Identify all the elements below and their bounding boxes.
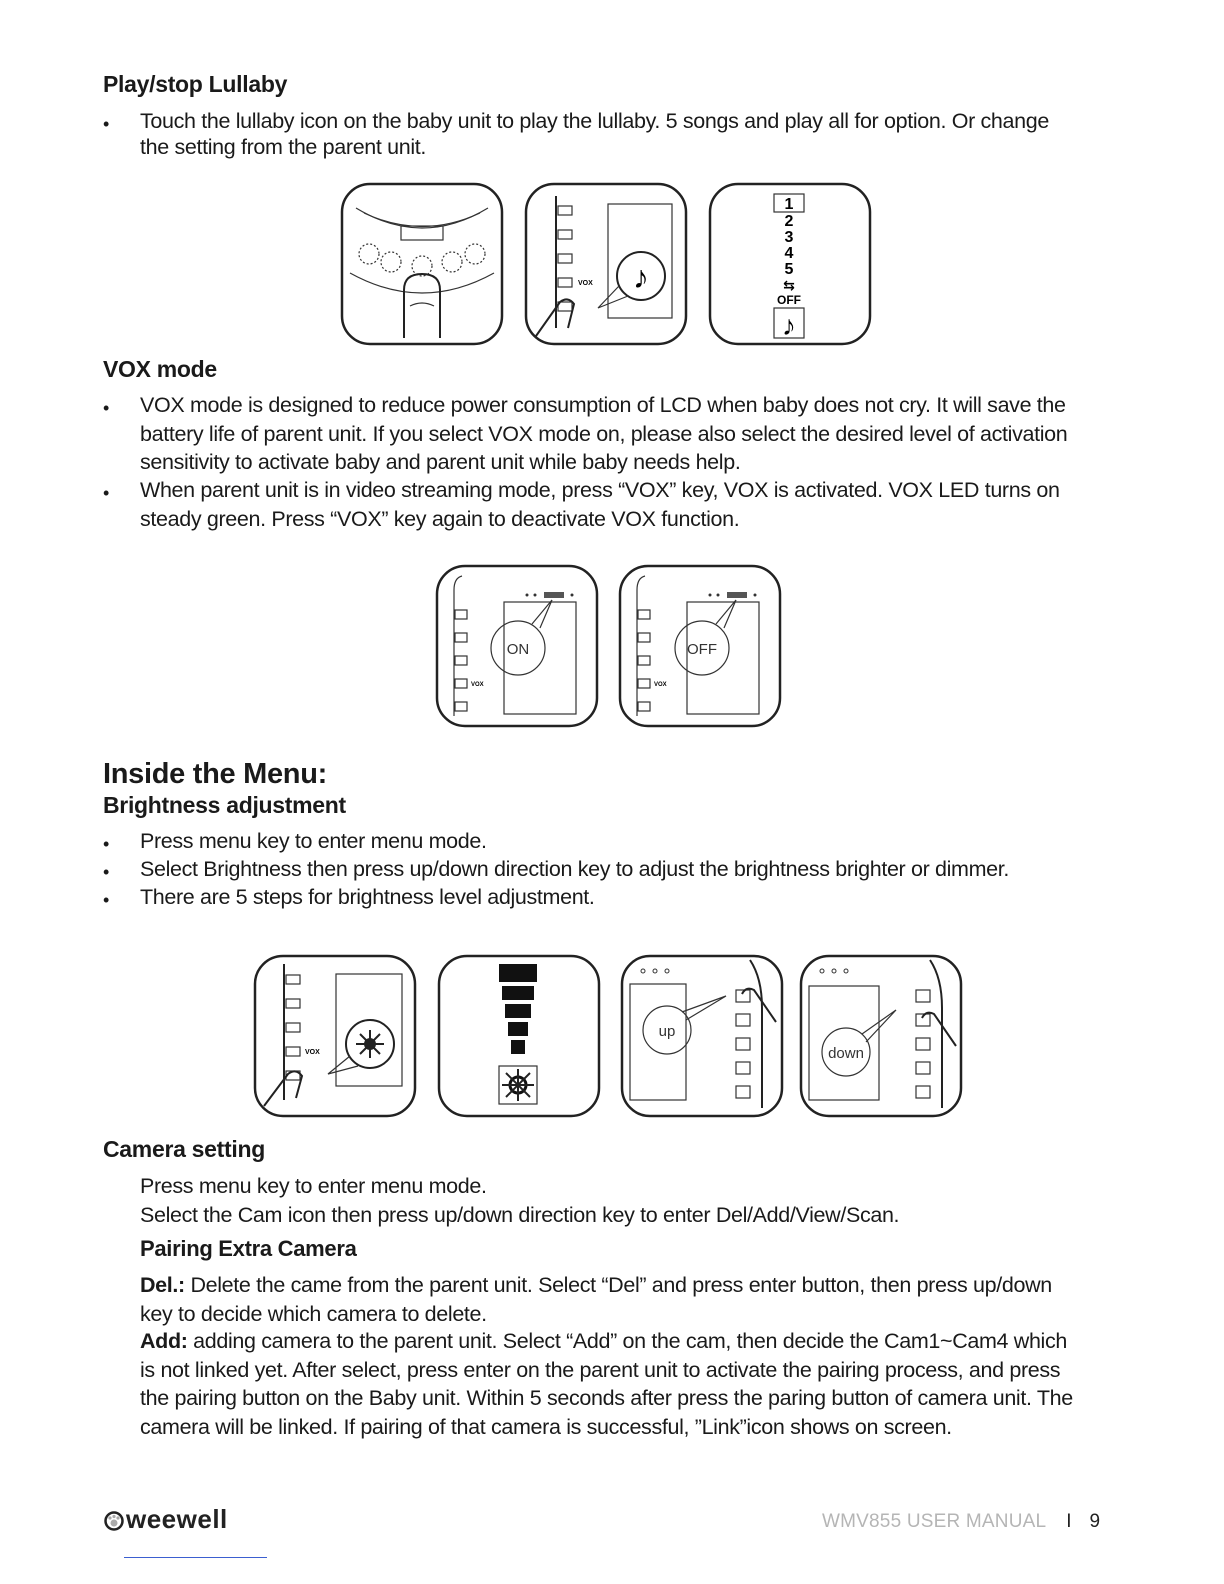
footer-divider [124,1557,267,1558]
subheading-pairing: Pairing Extra Camera [140,1236,357,1261]
text-line: Touch the lullaby icon on the baby unit to play the lullaby. 5 songs and play all for option. Or change [140,109,1049,133]
manual-title: WMV855 USER MANUAL [822,1511,1047,1532]
bullet-dot: • [103,834,110,854]
brightness-levels-panel [439,956,599,1116]
brand-logo [103,1504,228,1535]
section-heading-brightness: Brightness adjustment [103,792,346,818]
figure-lullaby [336,178,876,353]
page-number: 9 [1089,1511,1101,1532]
text-line: the pairing button on the Baby unit. Within 5 seconds after press the paring button of camera unit. The [140,1386,1073,1410]
text-line: camera will be linked. If pairing of that camera is successful, ”Link”icon shows on screen. [140,1414,952,1439]
brightness-down-panel [801,956,961,1116]
repeat-icon: ⇆ [783,277,795,293]
section-heading-camera: Camera setting [103,1136,265,1162]
bullet-dot: • [103,890,110,910]
text-line: the setting from the parent unit. [140,134,427,159]
section-title-menu: Inside the Menu: [103,758,327,790]
song-1: 1 [784,196,794,213]
brightness-key-panel [255,956,415,1116]
song-list-panel [710,184,870,344]
paragraph-camera [140,1172,1120,1229]
bullet-text: There are 5 steps for brightness level adjustment. [140,885,595,909]
music-note-icon: ♪ [633,259,649,295]
text-line: VOX mode is designed to reduce power consumption of LCD when baby does not cry. It will save the [140,393,1066,417]
parent-unit-panel [526,184,686,344]
section-heading-lullaby: Play/stop Lullaby [103,71,288,97]
text-line: sensitivity to activate baby and parent unit while baby needs help. [140,450,741,474]
text-line: is not linked yet. After select, press enter on the parent unit to activate the pairing process, and press [140,1357,1061,1382]
bullet-dot: • [103,114,110,134]
bullet-dot: • [103,862,110,882]
brand-logo-icon [103,1509,125,1531]
text-line: When parent unit is in video streaming mode, press “VOX” key, VOX is activated. VOX LED turns on [140,478,1060,502]
vox-label: VOX [654,682,667,688]
paragraph-vox-1 [140,391,1120,477]
paragraph-add [140,1327,1120,1441]
text-line [140,1271,1120,1300]
text-span: Delete the came from the parent unit. Select “Del” and press enter button, then press up/down [184,1273,1052,1297]
vox-label: VOX [471,682,484,688]
del-term: Del.: [140,1273,185,1297]
bullet-text: Select Brightness then press up/down direction key to adjust the brightness brighter or dimmer. [140,857,1010,881]
up-label: up [658,1023,676,1040]
bullet-text: Press menu key to enter menu mode. [140,829,487,853]
baby-unit-panel [342,184,502,344]
text-span: adding camera to the parent unit. Select “Add” on the cam, then decide the Cam1~Cam4 which [187,1329,1067,1353]
song-2: 2 [784,213,794,230]
down-label: down [828,1045,864,1062]
vox-on-label: ON [506,641,530,658]
text-line: Press menu key to enter menu mode. [140,1174,487,1198]
vox-off-label: OFF [687,641,717,658]
song-3: 3 [784,229,794,246]
add-term: Add: [140,1329,188,1353]
paragraph-del [140,1271,1120,1328]
song-4: 4 [784,245,794,262]
text-line: steady green. Press “VOX” key again to deactivate VOX function. [140,506,740,531]
figure-vox [432,560,784,732]
figure-brightness [250,948,966,1120]
brightness-up-panel [622,956,782,1116]
vox-label: VOX [305,1049,320,1056]
off-label: OFF [777,293,801,307]
text-line: battery life of parent unit. If you select VOX mode on, please also select the desired level of activation [140,421,1068,446]
song-5: 5 [784,261,794,278]
paragraph-vox-2 [140,476,1120,533]
vox-off-panel [620,566,780,726]
paragraph-lullaby [140,107,1120,161]
vox-on-panel [437,566,597,726]
footer-right [822,1511,1100,1533]
text-line: key to decide which camera to delete. [140,1301,487,1326]
vox-label: VOX [578,280,593,287]
footer-separator: I [1066,1511,1072,1532]
music-note-icon: ♪ [782,310,796,341]
bullet-dot: • [103,483,110,503]
section-heading-vox: VOX mode [103,356,217,382]
brand-name: weewell [126,1504,228,1534]
text-line: Select the Cam icon then press up/down direction key to enter Del/Add/View/Scan. [140,1202,900,1227]
bullet-dot: • [103,398,110,418]
text-line [140,1327,1120,1356]
